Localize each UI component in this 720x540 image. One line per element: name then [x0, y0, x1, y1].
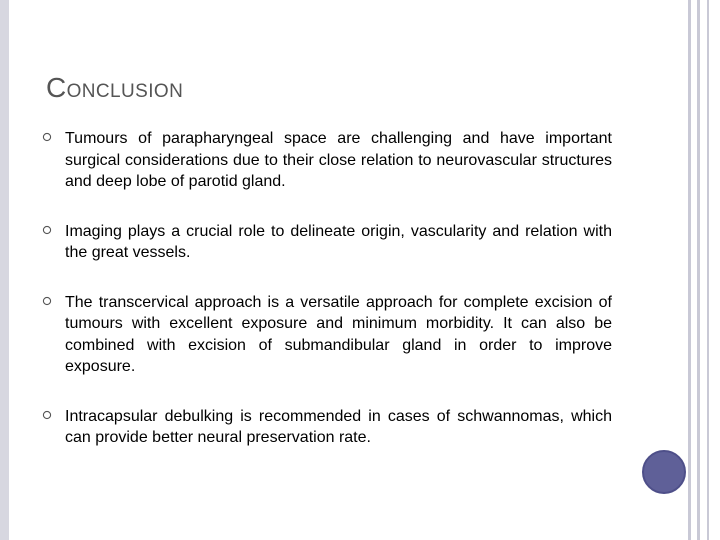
hollow-circle-icon [42, 406, 65, 424]
hollow-circle-icon [42, 292, 65, 310]
bullet-list [42, 128, 612, 449]
right-decorative-rule-3 [707, 0, 709, 540]
right-decorative-rule-1 [688, 0, 691, 540]
bullet-item [42, 406, 612, 449]
bullet-text: Intracapsular debulking is recommended in cases of schwannomas, which can provide better neural preservation rate. [65, 407, 612, 446]
slide-title: CONCLUSION [46, 72, 184, 103]
bullet-text: Imaging plays a crucial role to delineate origin, vascularity and relation with the great vessels. [65, 222, 612, 261]
decorative-circle [642, 450, 686, 494]
hollow-circle-icon [42, 128, 65, 146]
left-decorative-rule [0, 0, 9, 540]
bullet-item [42, 221, 612, 264]
hollow-circle-icon [42, 221, 65, 239]
bullet-item [42, 128, 612, 193]
bullet-text: Tumours of parapharyngeal space are challenging and have important surgical considerations due to their close relation to neurovascular structures and deep lobe of parotid gland. [65, 130, 612, 190]
bullet-item [42, 292, 612, 378]
bullet-text: The transcervical approach is a versatile approach for complete excision of tumours with excellent exposure and minimum morbidity. It can also be combined with excision of submandibular gland in order to improve exposure. [65, 293, 612, 375]
right-decorative-rule-2 [697, 0, 700, 540]
